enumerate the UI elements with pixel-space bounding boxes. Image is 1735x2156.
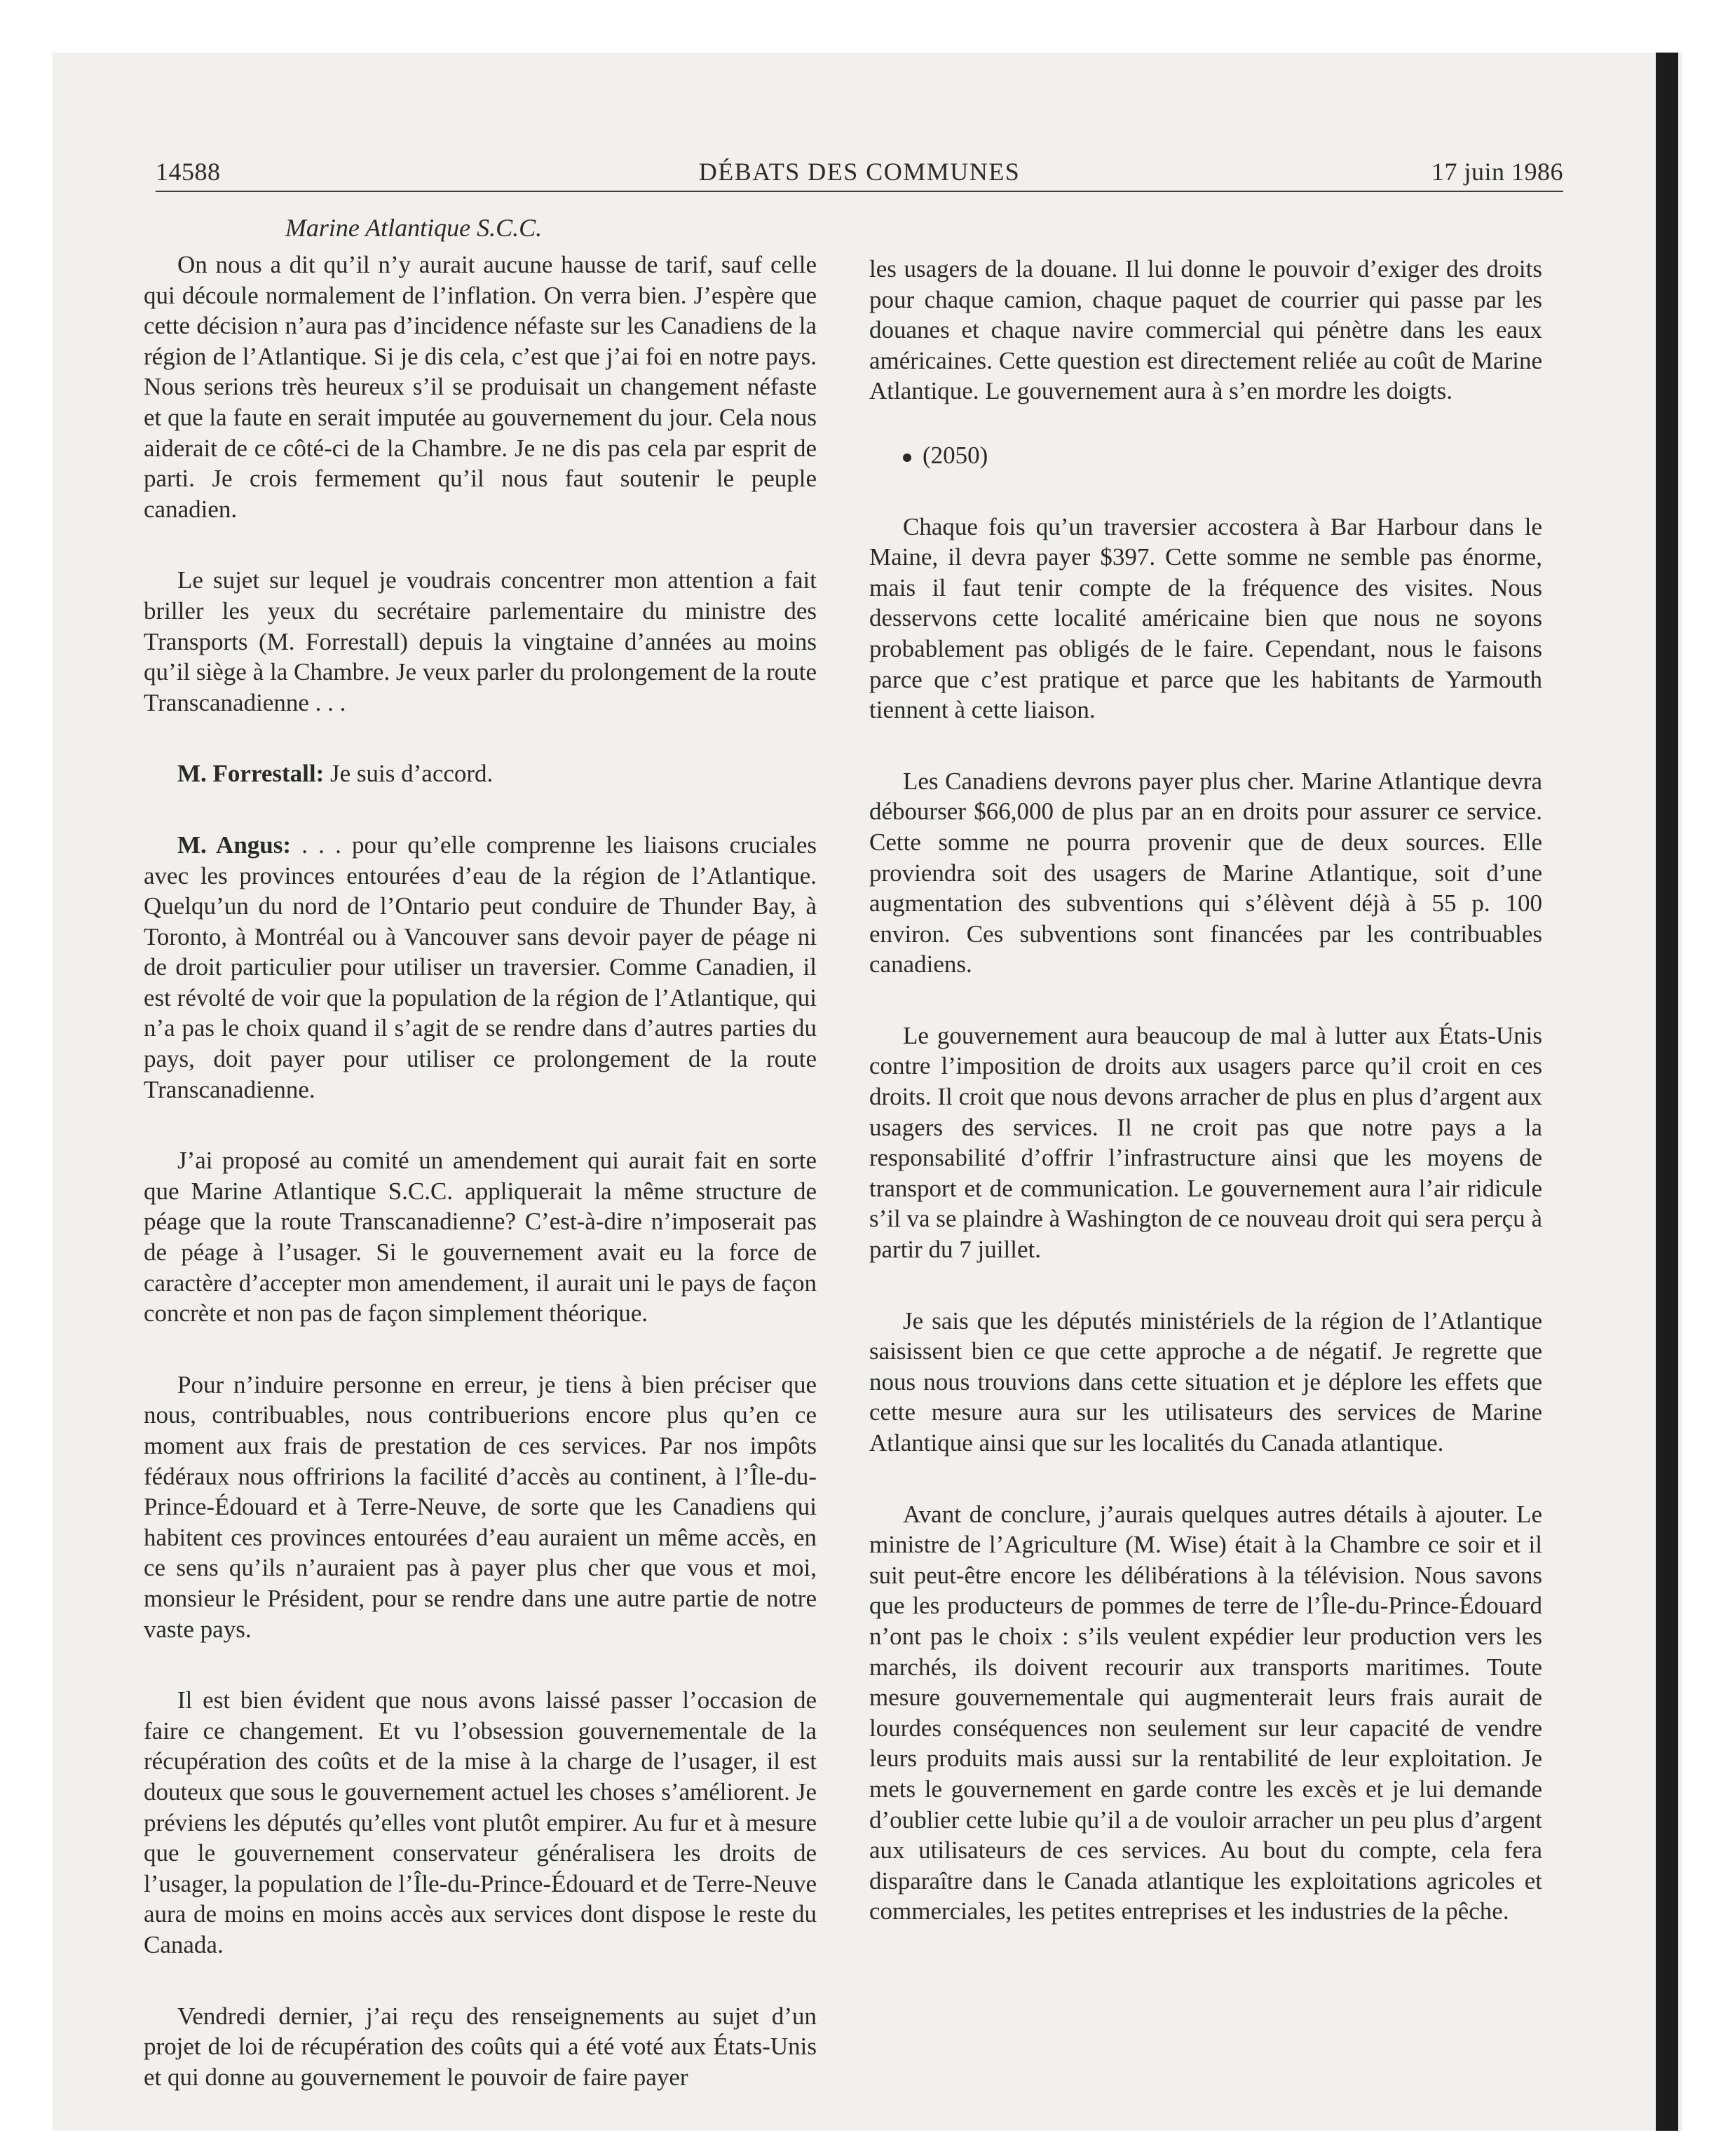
paragraph: Pour n’induire personne en erreur, je tiens à bien préciser que nous, contribuables, nous contribuerions encore plus qu’en ce moment aux frais de prestation de ces services. Par nos impôts fédéraux nous offririons la facilité d’accès au continent, à l’Île-du-Prince-Édouard et à Terre-Neuve, de sorte que les Canadiens qui habitent ces provinces entourées d’eau auraient un même accès, en ce sens qu’ils n’auraient pas à payer plus cher que vous et moi, monsieur le Président, pour se rendre dans une autre partie de notre vaste pays. <box>144 1370 817 1643</box>
paragraph: Vendredi dernier, j’ai reçu des renseignements au sujet d’un projet de loi de récupération des coûts qui a été voté aux États-Unis et qui donne au gouvernement le pouvoir de faire payer <box>144 2002 817 2091</box>
page-header <box>156 157 1563 199</box>
paragraph: Avant de conclure, j’aurais quelques autres détails à ajouter. Le ministre de l’Agriculture (M. Wise) était à la Chambre ce soir et il suit peut-être encore les délibérations à la télévision. Nous savons que les producteurs de pommes de terre de l’Île-du-Prince-Édouard n’ont pas le choix : s’ils veulent expédier leur production vers les marchés, ils doivent recourir aux transports maritimes. Toute mesure gouvernementale qui augmenterait leurs frais aurait de lourdes conséquences non seulement sur leur capacité de vendre leurs produits mais aussi sur la rentabilité de leur exploitation. Je mets le gouvernement en garde contre les excès et je lui demande d’oublier cette lubie qu’il a de vouloir arracher un peu plus d’argent aux utilisateurs de ces services. Au bout du compte, cela fera disparaître dans le Canada atlantique les exploitations agricoles et commerciales, les petites entreprises et les industries de la pêche. <box>869 1500 1542 1925</box>
paragraph: Les Canadiens devrons payer plus cher. Marine Atlantique devra débourser $66,000 de plus par an en droits pour assurer ce service. Cette somme ne pourra provenir que de deux sources. Elle proviendra soit des usagers de Marine Atlantique, soit d’une augmentation des subventions qui s’élèvent déjà à 55 p. 100 environ. Ces subventions sont financées par les contribuables canadiens. <box>869 767 1542 978</box>
speaker-paragraph <box>144 830 817 1105</box>
speaker-name: M. Forrestall: <box>177 760 325 788</box>
publication-title: DÉBATS DES COMMUNES <box>698 158 1021 186</box>
speaker-paragraph <box>144 758 817 789</box>
speech-text: . . . pour qu’elle comprenne les liaisons cruciales avec les provinces entourées d’eau de la région de l’Atlantique. Quelqu’un du nord de l’Ontario peut conduire de Thunder Bay, à Toronto, à Montréal ou à Vancouver sans devoir payer de péage ni de droit particulier pour utiliser un traversier. Comme Canadien, il est révolté de voir que la population de la région de l’Atlantique, qui n’a pas le choix quand il s’agit de se rendre dans d’autres parties du pays, doit payer pour utiliser ce prolongement de la route Transcanadienne. <box>144 831 817 1103</box>
right-column <box>869 254 1542 1967</box>
bullet-icon <box>903 453 911 462</box>
paragraph: Chaque fois qu’un traversier accostera à Bar Harbour dans le Maine, il devra payer $397. Cette somme ne semble pas énorme, mais il faut tenir compte de la fréquence des visites. Nous desservons cette localité américaine bien que nous ne soyons probablement pas obligés de le faire. Cependant, nous le faisons parce que c’est pratique et parce que les habitants de Yarmouth tiennent à cette liaison. <box>869 512 1542 724</box>
time-marker <box>869 440 1542 471</box>
paragraph: Il est bien évident que nous avons laissé passer l’occasion de faire ce changement. Et vu l’obsession gouvernementale de la récupération des coûts et de la mise à la charge de l’usager, il est douteux que sous le gouvernement actuel les choses s’améliorent. Je préviens les députés qu’elles vont plutôt empirer. Au fur et à mesure que le gouvernement conservateur généralisera les droits de l’usager, la population de l’Île-du-Prince-Édouard et de Terre-Neuve aura de moins en moins accès aux services dont dispose le reste du Canada. <box>144 1686 817 1958</box>
header-rule <box>156 191 1563 192</box>
speech-text: Je suis d’accord. <box>324 760 494 788</box>
paragraph: Le gouvernement aura beaucoup de mal à lutter aux États-Unis contre l’imposition de droits aux usagers parce qu’il croit en ces droits. Il croit que nous devons arracher de plus en plus d’argent aux usagers des services. Il ne croit pas que notre pays a la responsabilité d’offrir l’infrastructure ainsi que les moyens de transport et de communication. Le gouvernement aura l’air ridicule s’il va se plaindre à Washington de ce nouveau droit qui sera perçu à partir du 7 juillet. <box>869 1021 1542 1264</box>
paragraph: Le sujet sur lequel je voudrais concentrer mon attention a fait briller les yeux du secrétaire parlementaire du ministre des Transports (M. Forrestall) depuis la vingtaine d’années au moins qu’il siège à la Chambre. Je veux parler du prolongement de la route Transcanadienne . . . <box>144 566 817 716</box>
paragraph: J’ai proposé au comité un amendement qui aurait fait en sorte que Marine Atlantique S.C.C. appliquerait la même structure de péage que la route Transcanadienne? C’est-à-dire n’imposerait pas de péage à l’usager. Si le gouvernement avait eu la force de caractère d’accepter mon amendement, il aurait uni le pays de façon concrète et non pas de façon simplement théorique. <box>144 1147 817 1328</box>
time-marker-text: (2050) <box>923 441 988 469</box>
page-number: 14588 <box>156 158 221 186</box>
paragraph: les usagers de la douane. Il lui donne le pouvoir d’exiger des droits pour chaque camion, chaque paquet de courrier qui passe par les douanes et chaque navire commercial qui pénètre dans les eaux américaines. Cette question est directement reliée au coût de Marine Atlantique. Le gouvernement aura à s’en mordre les doigts. <box>869 255 1542 405</box>
speaker-name: M. Angus: <box>177 831 292 859</box>
scan-edge-shadow <box>1656 53 1678 2131</box>
paragraph: On nous a dit qu’il n’y aurait aucune hausse de tarif, sauf celle qui découle normalement de l’inflation. On verra bien. J’espère que cette décision n’aura pas d’incidence néfaste sur les Canadiens de la région de l’Atlantique. Si je dis cela, c’est que j’ai foi en notre pays. Nous serions très heureux s’il se produisait un changement néfaste et que la faute en serait imputée au gouvernement du jour. Cela nous aiderait de ce côté-ci de la Chambre. Je ne dis pas cela par esprit de parti. Je crois fermement qu’il nous faut soutenir le peuple canadien. <box>144 251 817 523</box>
left-column <box>144 209 817 2133</box>
page-date: 17 juin 1986 <box>1431 158 1563 186</box>
section-heading: Marine Atlantique S.C.C. <box>285 214 543 242</box>
paragraph: Je sais que les députés ministériels de la région de l’Atlantique saisissent bien ce que cette approche a de négatif. Je regrette que nous nous trouvions dans cette situation et je déplore les effets que cette mesure aura sur les utilisateurs des services de Marine Atlantique ainsi que sur les localités du Canada atlantique. <box>869 1306 1542 1456</box>
